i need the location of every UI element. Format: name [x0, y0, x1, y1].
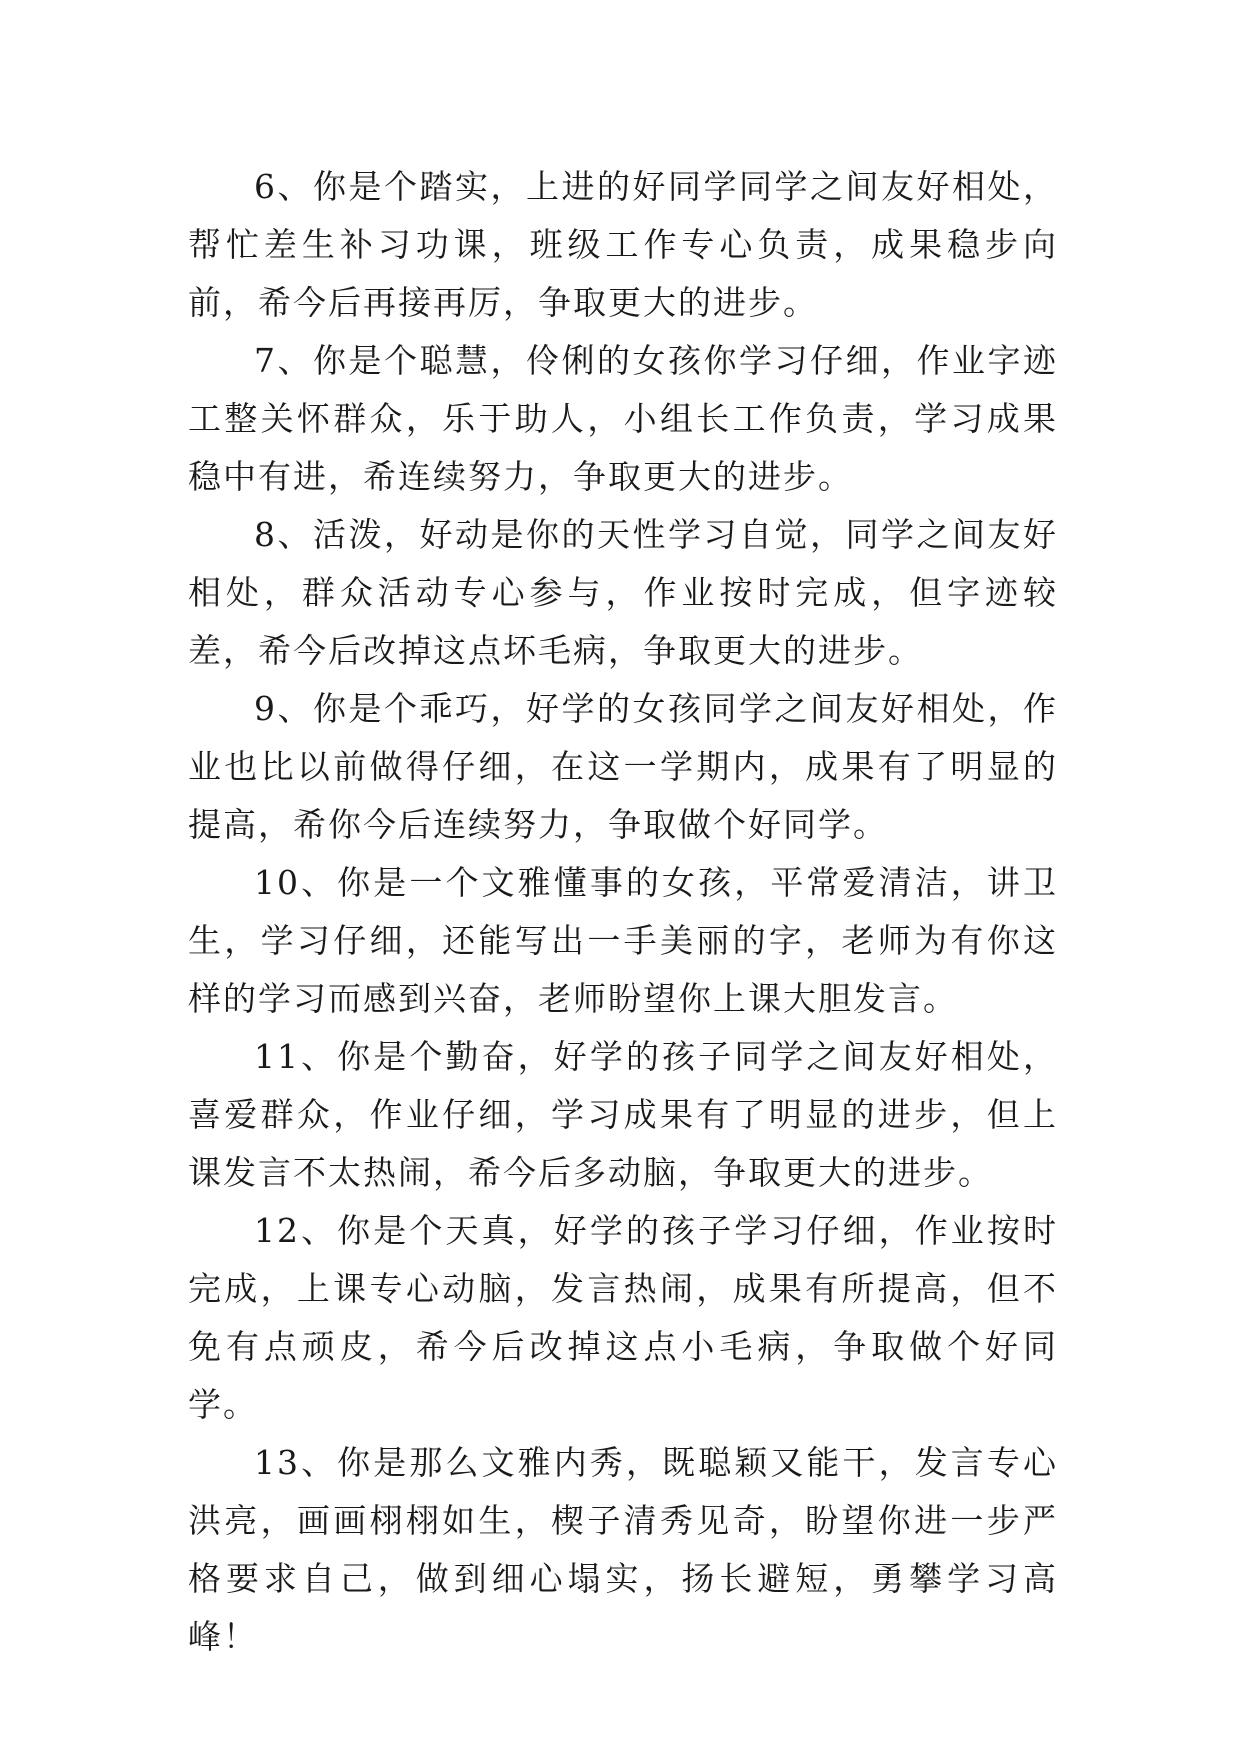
- comment-paragraph-9: 9、你是个乖巧，好学的女孩同学之间友好相处，作业也比以前做得仔细，在这一学期内，成果有了明显的提高，希你今后连续努力，争取做个好同学。: [188, 689, 1058, 844]
- comment-paragraph-10: 10、你是一个文雅懂事的女孩，平常爱清洁，讲卫生，学习仔细，还能写出一手美丽的字，老师为有你这样的学习而感到兴奋，老师盼望你上课大胆发言。: [188, 863, 1058, 1018]
- comment-paragraph-8: 8、活泼，好动是你的天性学习自觉，同学之间友好相处，群众活动专心参与，作业按时完成，但字迹较差，希今后改掉这点坏毛病，争取更大的进步。: [188, 515, 1058, 670]
- comment-paragraph-12: 12、你是个天真，好学的孩子学习仔细，作业按时完成，上课专心动脑，发言热闹，成果有所提高，但不免有点顽皮，希今后改掉这点小毛病，争取做个好同学。: [188, 1211, 1058, 1424]
- comment-paragraph-6: 6、你是个踏实，上进的好同学同学之间友好相处，帮忙差生补习功课，班级工作专心负责，成果稳步向前，希今后再接再厉，争取更大的进步。: [188, 167, 1058, 322]
- comment-paragraph-11: 11、你是个勤奋，好学的孩子同学之间友好相处，喜爱群众，作业仔细，学习成果有了明显的进步，但上课发言不太热闹，希今后多动脑，争取更大的进步。: [188, 1037, 1058, 1192]
- comment-paragraph-13: 13、你是那么文雅内秀，既聪颖又能干，发言专心洪亮，画画栩栩如生，楔子清秀见奇，盼望你进一步严格要求自己，做到细心塌实，扬长避短，勇攀学习高峰！: [188, 1443, 1058, 1656]
- comment-paragraph-7: 7、你是个聪慧，伶俐的女孩你学习仔细，作业字迹工整关怀群众，乐于助人，小组长工作负责，学习成果稳中有进，希连续努力，争取更大的进步。: [188, 341, 1058, 496]
- document-body: [188, 158, 1058, 1666]
